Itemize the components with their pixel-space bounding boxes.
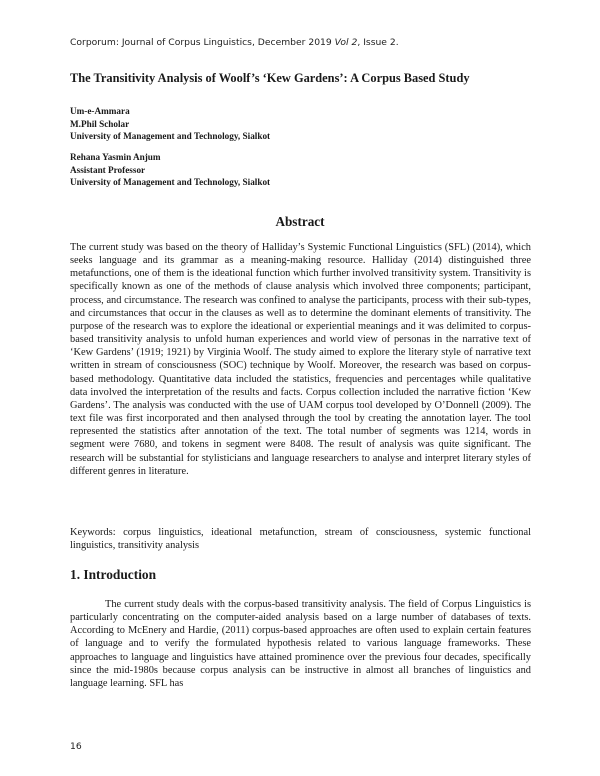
running-head-journal: Corporum: Journal of Corpus Linguistics, December 2019: [70, 37, 335, 48]
author-block-1: [70, 105, 270, 143]
author-block-2: [70, 151, 270, 189]
author-institution: University of Management and Technology, Sialkot: [70, 177, 271, 188]
section-heading-introduction: 1. Introduction: [70, 567, 157, 582]
running-head-volume: Vol 2: [334, 37, 358, 48]
author-name: Rehana Yasmin Anjum: [70, 152, 161, 162]
author-role: Assistant Professor: [70, 164, 146, 175]
author-role: M.Phil Scholar: [70, 118, 130, 129]
author-name: Um-e-Ammara: [70, 106, 130, 116]
keywords: Keywords: corpus linguistics, ideational metafunction, stream of consciousness, systemic functional linguistics, transitivity analysis: [70, 527, 531, 552]
paper-title: The Transitivity Analysis of Woolf’s ‘Kew Gardens’: A Corpus Based Study: [70, 71, 470, 85]
abstract-heading: Abstract: [275, 214, 325, 229]
running-head-issue: , Issue 2.: [357, 37, 399, 48]
page-number: 16: [70, 741, 82, 752]
introduction-text: The current study deals with the corpus-based transitivity analysis. The field of Corpus Linguistics is particularly concentrating on the computer-aided analysis based on a large number of databases of texts. According to McEnery and Hardie, (2011) corpus-based approaches are often used to explain certain features of language and to verify the formulated hypothesis related to various language frameworks. These approaches to language and linguistics have attained prominence over the previous four decades, specifically since the mid-1980s because corpus analysis can be instructive in almost all branches of linguistics and language learning. SFL has: [70, 599, 531, 689]
running-head: [70, 37, 399, 48]
abstract-text: The current study was based on the theory of Halliday’s Systemic Functional Linguistics (SFL) (2014), which seeks language and its grammar as a meaning-making resource. Halliday (2014) distinguished three metafunctions, one of them is the ideational function which further involved transitivity system. Transitivity is specifically known as one of the methods of clause analysis which involved three components; participant, process, and circumstance. The research was confined to analyse the participants, process with their sub-types, and circumstances that occur in the clauses as well as to determine the dominant elements of transitivity. The purpose of the research was to explore the ideational or experiential meanings and it was delimited to corpus-based transitivity analysis to unfold human experiences and world view of personas in the narrative text of ‘Kew Gardens’ (1919; 1921) by Virginia Woolf. The study aimed to explore the literary style of narrative text written in stream of consciousness (SOC) technique by Woolf. Moreover, the research was based on corpus-based methodology. Quantitative data included the statistics, frequencies and percentages while qualitative data involved the interpretation of the results and facts. Corpus collection included the narrative fiction ‘Kew Gardens’. The analysis was conducted with the use of UAM corpus tool developed by O’Donnell (2009). The text file was first incorporated and then analysed through the tool by creating the annotation layer. The tool represented the statistics after annotation of the text. The total number of segments was 1214, words in segment were 7680, and tokens in segment were 8408. The result of analysis was quite significant. The research will be substantial for stylisticians and language researchers to analyse and interpret literary styles of different genres in literature.: [70, 242, 531, 477]
author-institution: University of Management and Technology, Sialkot: [70, 131, 271, 142]
